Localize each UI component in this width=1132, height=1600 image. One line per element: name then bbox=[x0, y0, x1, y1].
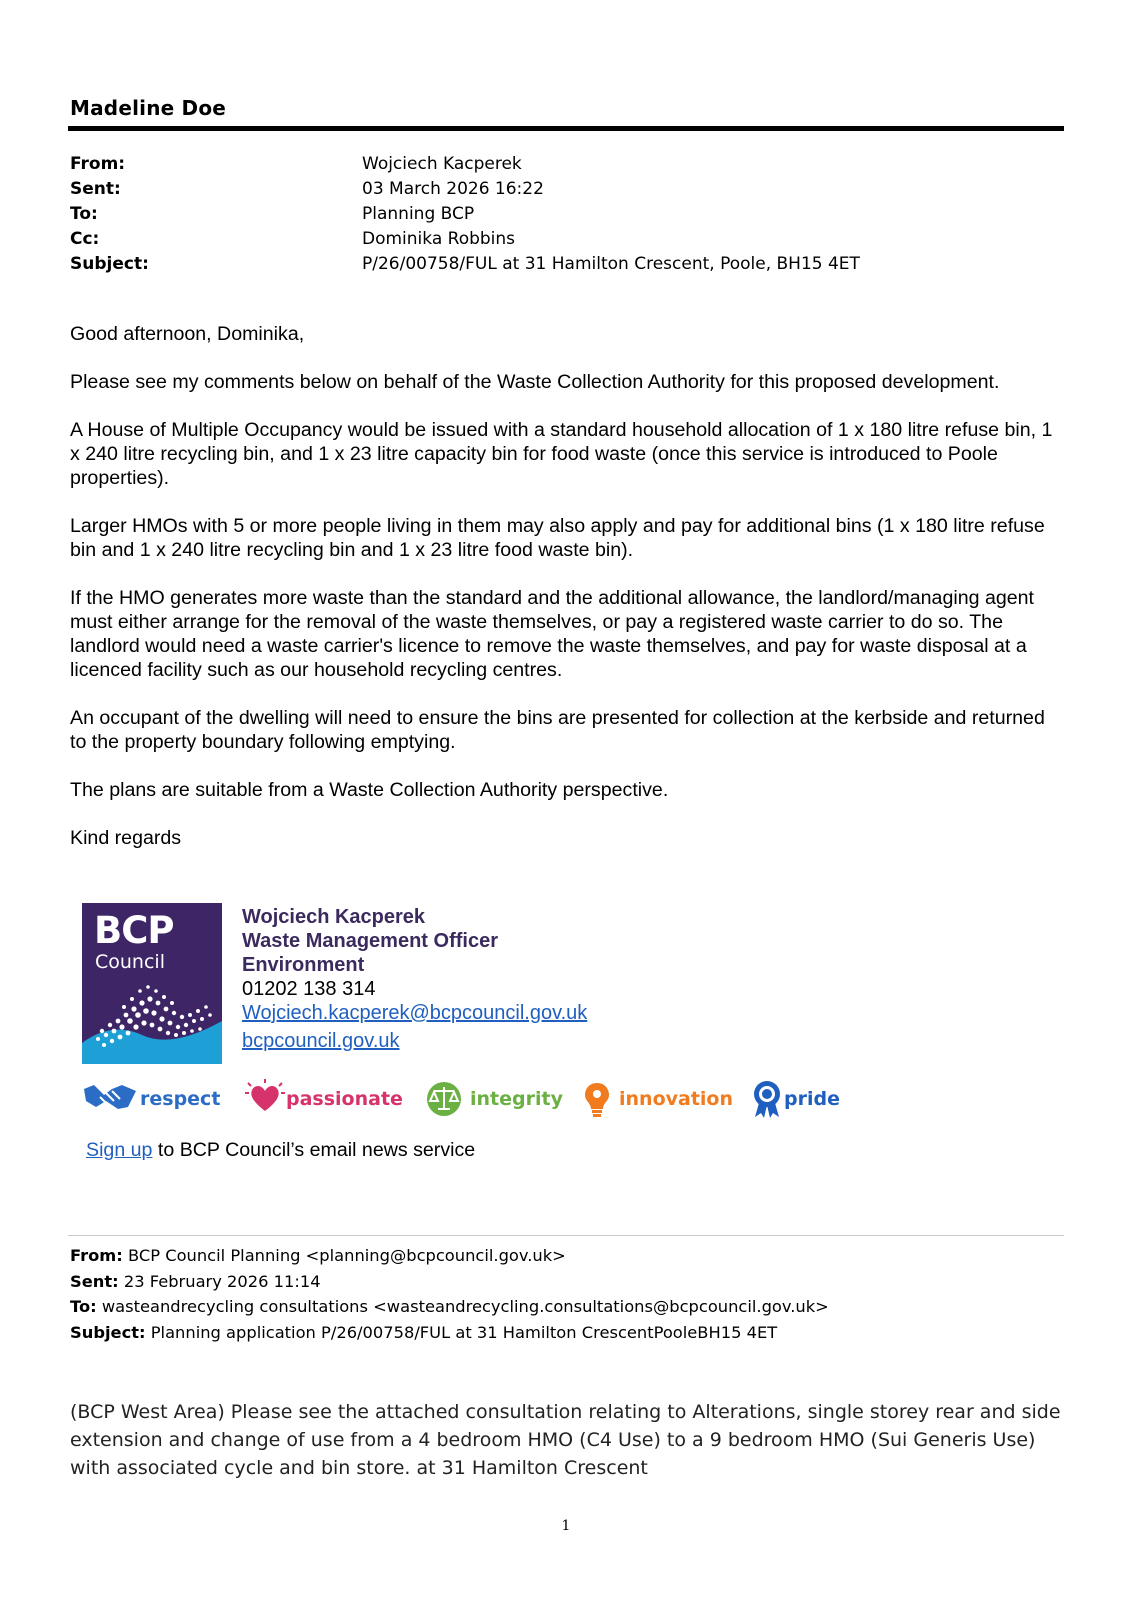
consultation-text: (BCP West Area) Please see the attached consultation relating to Alterations, single storey rear and side extension and change of use from a 4 bedroom HMO (C4 Use) to a 9 bedroom HMO (Sui Generis Use) with associated cycle and bin store. at 31 Hamilton Crescent bbox=[70, 1401, 1061, 1479]
cc-label: Cc: bbox=[70, 229, 100, 249]
forwarded-sent-label: Sent: bbox=[70, 1271, 119, 1291]
forwarded-from-label: From: bbox=[70, 1246, 123, 1265]
forwarded-to-label: To: bbox=[70, 1297, 97, 1316]
logo-bcp-text: BCP bbox=[94, 909, 174, 952]
signature-website-link[interactable]: bcpcouncil.gov.uk bbox=[242, 1030, 400, 1052]
closing: Kind regards bbox=[70, 827, 182, 849]
body-paragraph: If the HMO generates more waste than the standard and the additional allowance, the landlord/managing agent must either arrange for the removal of the waste themselves, or pay a registered waste carrier to do so. The landlord would need a waste carrier's licence to remove the waste themselves, and pay for waste disposal at a licenced facility such as our household recycling centres. bbox=[70, 587, 1034, 681]
heart-icon bbox=[244, 1079, 286, 1115]
forwarded-from-row bbox=[70, 1243, 1060, 1269]
forwarded-sent-row bbox=[70, 1269, 1060, 1295]
signup-link[interactable]: Sign up bbox=[86, 1139, 153, 1161]
signature-phone: 01202 138 314 bbox=[242, 978, 376, 1000]
forwarded-to-value: wasteandrecycling consultations <wasteandrecycling.consultations@bcpcouncil.gov.uk> bbox=[101, 1297, 829, 1316]
to-value: Planning BCP bbox=[362, 204, 475, 224]
scales-icon bbox=[424, 1079, 468, 1117]
header-divider bbox=[68, 126, 1064, 131]
rosette-icon bbox=[750, 1079, 784, 1119]
subject-label: Subject: bbox=[70, 254, 149, 274]
body-paragraph: Larger HMOs with 5 or more people living in them may also apply and pay for additional bins (1 x 180 litre refuse bin and 1 x 240 litre recycling bin and 1 x 23 litre food waste bin). bbox=[70, 515, 1045, 561]
signature-department: Environment bbox=[242, 954, 365, 976]
greeting: Good afternoon, Dominika, bbox=[70, 323, 305, 345]
forward-divider bbox=[68, 1235, 1064, 1236]
header-sent-row bbox=[70, 177, 970, 202]
newsletter-signup bbox=[86, 1139, 475, 1162]
forwarded-subject-value: Planning application P/26/00758/FUL at 31 Hamilton CrescentPooleBH15 4ET bbox=[150, 1322, 778, 1342]
value-label: passionate bbox=[286, 1088, 403, 1110]
value-label: pride bbox=[784, 1088, 840, 1110]
logo-council-text: Council bbox=[95, 951, 165, 973]
forwarded-from-value: BCP Council Planning <planning@bcpcouncil.gov.uk> bbox=[127, 1246, 566, 1265]
header-subject-row bbox=[70, 252, 970, 277]
header-to-row bbox=[70, 202, 970, 227]
signature-email-link[interactable]: Wojciech.kacperek@bcpcouncil.gov.uk bbox=[242, 1002, 588, 1024]
email-header bbox=[70, 152, 970, 277]
sent-value: 03 March 2026 16:22 bbox=[362, 179, 544, 199]
value-label: innovation bbox=[619, 1088, 733, 1110]
page-number: 1 bbox=[561, 1518, 571, 1534]
council-values-banner bbox=[82, 1079, 882, 1119]
signature-details bbox=[242, 905, 762, 1053]
lightbulb-icon bbox=[581, 1079, 617, 1119]
to-label: To: bbox=[70, 204, 98, 224]
sent-label: Sent: bbox=[70, 179, 121, 199]
forwarded-to-row bbox=[70, 1294, 1060, 1320]
signature-name: Wojciech Kacperek bbox=[242, 906, 426, 928]
body-paragraph: A House of Multiple Occupancy would be issued with a standard household allocation of 1 x 180 litre refuse bin, 1 x 240 litre recycling bin, and 1 x 23 litre capacity bin for food waste (once this service is introduced to Poole properties). bbox=[70, 419, 1053, 489]
signup-text: to BCP Council’s email news service bbox=[152, 1139, 476, 1161]
value-label: respect bbox=[140, 1088, 221, 1110]
body-paragraph: Please see my comments below on behalf of the Waste Collection Authority for this proposed development. bbox=[70, 371, 1000, 393]
from-label: From: bbox=[70, 154, 126, 174]
forwarded-sent-value: 23 February 2026 11:14 bbox=[123, 1271, 321, 1291]
forwarded-subject-label: Subject: bbox=[70, 1322, 146, 1342]
body-paragraph: The plans are suitable from a Waste Collection Authority perspective. bbox=[70, 779, 669, 801]
body-paragraph: An occupant of the dwelling will need to ensure the bins are presented for collection at the kerbside and returned to the property boundary following emptying. bbox=[70, 707, 1045, 753]
document-owner-name: Madeline Doe bbox=[70, 96, 227, 120]
forwarded-subject-row bbox=[70, 1320, 1060, 1346]
cc-value: Dominika Robbins bbox=[362, 229, 516, 249]
signature-role: Waste Management Officer bbox=[242, 930, 498, 952]
subject-value: P/26/00758/FUL at 31 Hamilton Crescent, Poole, BH15 4ET bbox=[362, 254, 860, 274]
email-body bbox=[70, 322, 1060, 874]
from-value: Wojciech Kacperek bbox=[362, 154, 522, 174]
forwarded-message-header bbox=[70, 1243, 1060, 1345]
value-label: integrity bbox=[470, 1088, 563, 1110]
header-from-row bbox=[70, 152, 970, 177]
header-cc-row bbox=[70, 227, 970, 252]
bcp-council-logo bbox=[82, 903, 222, 1064]
handshake-icon bbox=[82, 1079, 138, 1115]
